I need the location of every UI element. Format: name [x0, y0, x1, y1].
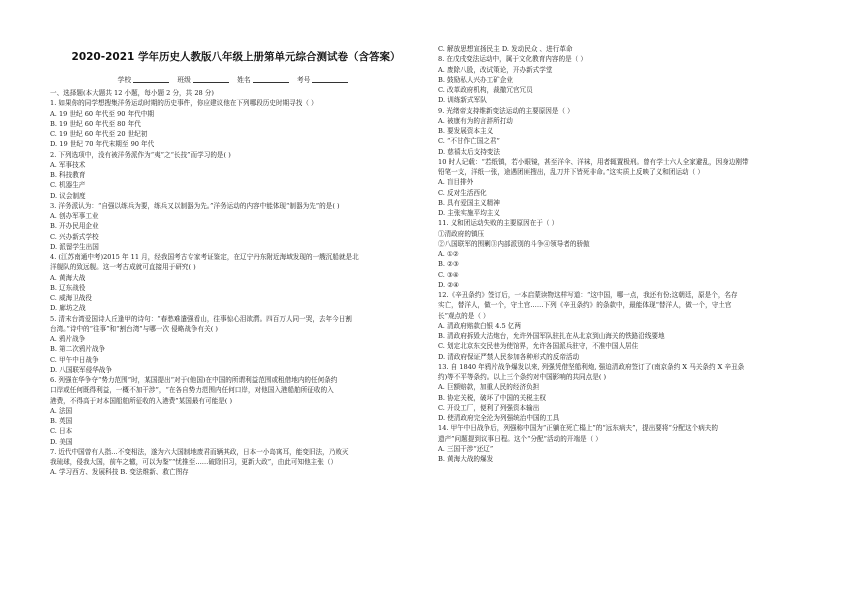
question-text-line: C. 甲午中日战争 — [50, 355, 99, 364]
question-text-line: B. 辽东战役 — [50, 283, 86, 292]
info-name-label: 姓名 — [237, 76, 251, 84]
question-text-line: A. 学习西方、发展科技 B. 变法维新、救亡图存 — [50, 468, 189, 477]
info-name-blank — [253, 82, 289, 83]
question-text-line: A. 创办军事工业 — [50, 212, 99, 220]
question-text-line: ②八国联军的围剿③内部派别的斗争④领导者的骄傲 — [438, 239, 590, 248]
info-id-label: 考号 — [296, 76, 311, 84]
question-text-line: A. 被康有为的言辞所打动 — [438, 116, 513, 125]
student-info-row — [50, 74, 422, 84]
question-text-line: B. 19 世纪 60 年代至 80 年代 — [50, 119, 141, 128]
question-text-line: 长”观点的是（ ） — [438, 311, 490, 320]
question-text-line: 6. 列强在华争夺“势力范围”时，某国提出“对于(他国)在中国的所谓利益范围或租借地内的任何条约 — [50, 376, 338, 384]
question-text-line: ①清政府的镇压 — [438, 229, 485, 238]
question-text-line: 3. 洋务派认为：“自强以练兵为要，练兵又以制器为先。”洋务运动的内容中能体现“制器为先”的是( ) — [50, 201, 340, 210]
question-text-line: B. ②③ — [438, 260, 459, 269]
left-column — [50, 88, 422, 478]
question-text-line: D. 议会制度 — [50, 191, 86, 200]
question-text-line: 2. 下列选项中，没有被洋务派作为“夷”之“长技”而学习的是( ) — [50, 150, 231, 159]
question-text-line: 一、选择题(本大题共 12 小题，每小题 2 分，共 28 分) — [50, 89, 214, 97]
right-column — [438, 44, 823, 464]
info-class-blank — [193, 82, 229, 83]
question-text-line: D. 主张实施平均主义 — [438, 209, 500, 217]
question-text-line: 约)等不平等条约。以上三个条约对中国影响的共同点是( ) — [438, 373, 607, 381]
question-text-line: 实亡，替洋人，做一个，守土官……下列《辛丑条约》的条款中，最能体现“替洋人，做一个，守土官 — [438, 301, 732, 310]
question-text-line: A. 法国 — [50, 406, 73, 415]
question-text-line: 7. 近代中国曾有人指…不变相法，遂为六大国制地废君而辆其政，日本一小岛寓耳，能变旧法，乃败灭 — [50, 447, 349, 456]
question-text-line: 8. 在戊戌变法运动中，属于文化教育内容的是（ ） — [438, 55, 587, 64]
question-text-line: C. 划定北京东交民巷为使馆界，允许各国派兵驻守，不准中国人居住 — [438, 342, 639, 351]
info-id-blank — [312, 82, 348, 83]
question-text-line: 1. 如果你的同学想搜集洋务运动时期的历史事件，你应建议他在下列哪段历史时期寻找（ ） — [50, 99, 318, 108]
question-text-line: C. 日本 — [50, 427, 73, 436]
question-text-line: 遗产”问题提到议事日程。这个“分配”活动的开端是（ ） — [438, 434, 602, 443]
info-school-blank — [133, 82, 169, 83]
question-text-line: A. 三国干涉“还辽” — [438, 444, 494, 453]
question-text-line: C. 19 世纪 60 年代至 20 世纪初 — [50, 130, 148, 138]
question-text-line: D. 派留学生出国 — [50, 242, 99, 251]
question-text-line: B. 协定关税，破坏了中国的关税主权 — [438, 393, 546, 402]
question-text-line: B. 要发展资本主义 — [438, 127, 494, 135]
question-text-line: B. 鼓励私人兴办工矿企业 — [438, 75, 513, 84]
question-text-line: C. 威海卫战役 — [50, 294, 92, 302]
question-text-line: D. 19 世纪 70 年代末期至 90 年代 — [50, 140, 155, 149]
question-text-line: C. 解放思想宣扬民主 D. 发动民众 、进行革命 — [438, 45, 573, 53]
question-text-line: D. 训练新式军队 — [438, 96, 487, 105]
question-text-line: D. 八国联军侵华战争 — [50, 365, 112, 374]
question-text-line: 11. 义和团运动失败的主要原因在于（ ） — [438, 219, 559, 228]
question-text-line: A. 黄海大战 — [50, 273, 86, 282]
question-text-line: 12.《辛丑条约》签订后，一本启蒙读物这样写道：“这中国，哪一点，我还有份;这朝廷，原是个，名存 — [438, 291, 738, 299]
question-text-line: C. 机器生产 — [50, 181, 86, 190]
question-text-line: A. 鸦片战争 — [50, 335, 86, 343]
question-text-line: 9. 光绪帝支持维新变法运动的主要原因是（ ） — [438, 106, 574, 115]
question-text-line: 13. 自 1840 年鸦片战争爆发以来, 列强凭借坚船利炮, 强迫清政府签订了(南京条约 X 马关条约 X 辛丑条 — [438, 362, 745, 371]
question-text-line: C. ③④ — [438, 270, 459, 279]
question-text-line: D. 廊坊之战 — [50, 304, 86, 313]
info-class-label: 班级 — [177, 76, 191, 84]
question-text-line: C. 反对生活西化 — [438, 188, 487, 197]
question-text-line: B. 科技教育 — [50, 171, 86, 179]
question-text-line: 洋舰队的致远舰。这一考古成就可直接用于研究( ) — [50, 263, 196, 272]
question-text-line: A. 19 世纪 60 年代至 90 年代中期 — [50, 109, 154, 118]
question-text-line: 10 时人记载：“若纸镇，若小眼镜，甚至洋伞、洋袜，用者辄置极刑。曾有学士六人全家避乱，因身边刚带 — [438, 157, 749, 166]
question-text-line: C. “不甘作亡国之君” — [438, 137, 500, 146]
question-text-line: C. 改革政府机构，裁撤冗官冗员 — [438, 86, 533, 94]
question-text-line: 我琉球，侵我大国，前车之辙，可以为鉴”“忧推至……破除旧习，更新大政”，由此可知他主张（） — [50, 458, 338, 466]
question-text-line: 口岸或任何既得利益，一概不加干涉”，“在各自势力范围内任何口岸，对他国入港船舶所征收的入 — [50, 386, 334, 395]
question-text-line: A. 废除八股，改试策论，开办新式学堂 — [438, 65, 553, 74]
question-text-line: A. 军事技术 — [50, 160, 86, 169]
question-text-line: B. 具有爱国主义精神 — [438, 198, 500, 207]
question-text-line: C. 开设工厂，便利了列强资本输出 — [438, 403, 540, 412]
question-text-line: 港费，不得高于对本国船舶所征收的入港费”某国最有可能是( ) — [50, 396, 233, 405]
question-text-line: 4. (江苏南通中考)2015 年 11 月，经我国考古专家考证鉴定，在辽宁丹东附近海域发现的一艘沉船就是北 — [50, 253, 359, 261]
question-text-line: B. 黄海大战的爆发 — [438, 455, 494, 463]
info-school-label: 学校 — [117, 76, 132, 84]
question-text-line: B. 开办民用企业 — [50, 222, 99, 231]
question-text-line: D. 使清政府完全沦为列强统治中国的工具 — [438, 414, 560, 422]
question-text-line: D. ②④ — [438, 280, 460, 289]
question-text-line: D. 清政府保证严禁人民参加各种形式的反帝活动 — [438, 352, 580, 361]
question-text-line: B. 第二次鸦片战争 — [50, 345, 106, 354]
exam-title: 2020-2021 学年历史人教版八年级上册第单元综合测试卷（含答案） — [71, 51, 401, 63]
question-text-line: D. 美国 — [50, 437, 73, 446]
question-text-line: B. 清政府拆毁大沽炮台，允许外国军队驻扎在从北京到山海关的铁路沿线要地 — [438, 332, 665, 340]
question-text-line: C. 兴办新式学校 — [50, 232, 99, 241]
question-text-line: B. 英国 — [50, 417, 73, 425]
question-text-line: A. 清政府赔款白银 4.5 亿两 — [438, 321, 521, 330]
question-text-line: 5. 清末台湾爱国诗人丘逢甲的诗句：“春愁难遣强看山，往事惊心泪欲潸。四百万人同一哭，去年今日割 — [50, 314, 352, 323]
question-text-line: 14. 甲午中日战争后，列强称中国为“正躺在死亡榻上”的“远东病夫”，提出要将“分配这个病夫的 — [438, 424, 718, 433]
question-text-line: 台湾。”诗中的“往事”和“割台湾”与哪一次 侵略战争有关( ) — [50, 324, 218, 333]
question-text-line: A. 盲目排外 — [438, 178, 474, 187]
question-text-line: 铅笔一支，洋纸一张，途遇团匪搜出，乱刀并下皆死非命。”这实质上反映了义和团运动（ ） — [438, 168, 704, 176]
question-text-line: A. 巨额赔款，加重人民的经济负担 — [438, 383, 540, 392]
question-text-line: A. ①② — [438, 250, 459, 258]
question-text-line: D. 慈禧太后支持变法 — [438, 147, 500, 156]
